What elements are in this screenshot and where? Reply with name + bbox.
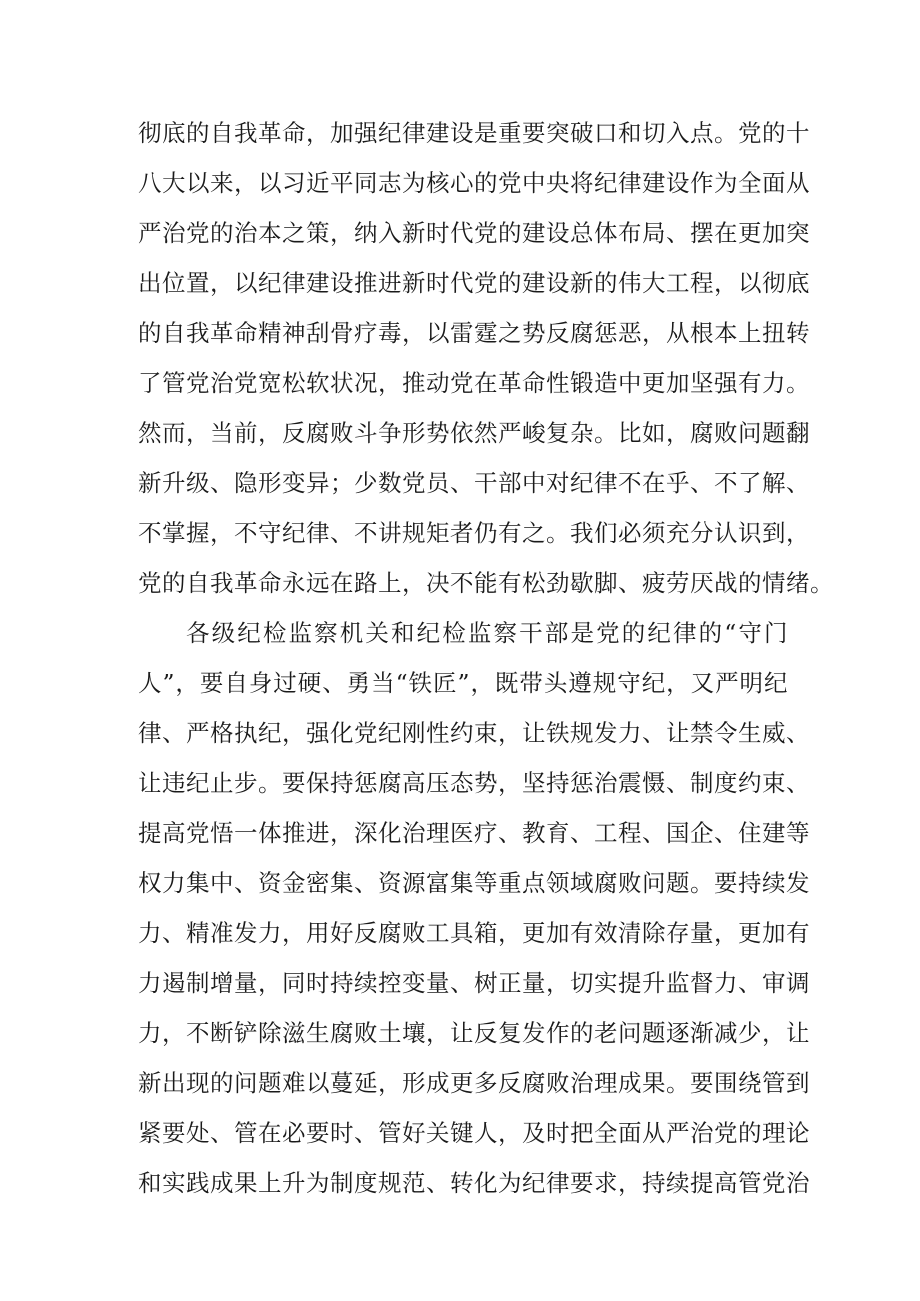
text-line: 和实践成果上升为制度规范、转化为纪律要求，持续提高管党治 xyxy=(138,1169,810,1197)
text-line: 提高党悟一体推进，深化治理医疗、教育、工程、国企、住建等 xyxy=(138,819,810,847)
text-line: 各级纪检监察机关和纪检监察干部是党的纪律的“守门 xyxy=(186,619,788,647)
text-line: 力，不断铲除滋生腐败土壤，让反复发作的老问题逐渐减少，让 xyxy=(138,1019,810,1047)
text-line: 新升级、隐形变异；少数党员、干部中对纪律不在乎、不了解、 xyxy=(138,469,810,497)
text-line: 的自我革命精神刮骨疗毒，以雷霆之势反腐惩恶，从根本上扭转 xyxy=(138,319,810,347)
text-line: 新出现的问题难以蔓延，形成更多反腐败治理成果。要围绕管到 xyxy=(138,1069,810,1097)
text-line: 让违纪止步。要保持惩腐高压态势，坚持惩治震慑、制度约束、 xyxy=(138,769,810,797)
text-line: 权力集中、资金密集、资源富集等重点领域腐败问题。要持续发 xyxy=(138,869,810,897)
text-line: 律、严格执纪，强化党纪刚性约束，让铁规发力、让禁令生威、 xyxy=(138,719,810,747)
paragraph-1 xyxy=(138,108,834,608)
text-line: 八大以来，以习近平同志为核心的党中央将纪律建设作为全面从 xyxy=(138,169,810,197)
text-line: 紧要处、管在必要时、管好关键人，及时把全面从严治党的理论 xyxy=(138,1119,810,1147)
text-line: 了管党治党宽松软状况，推动党在革命性锻造中更加坚强有力。 xyxy=(138,369,810,397)
text-line: 严治党的治本之策，纳入新时代党的建设总体布局、摆在更加突 xyxy=(138,219,810,247)
text-line: 不掌握，不守纪律、不讲规矩者仍有之。我们必须充分认识到， xyxy=(138,519,810,547)
text-line: 人”，要自身过硬、勇当“铁匠”，既带头遵规守纪，又严明纪 xyxy=(138,669,788,697)
text-line: 力遏制增量，同时持续控变量、树正量，切实提升监督力、审调 xyxy=(138,969,810,997)
text-line: 然而，当前，反腐败斗争形势依然严峻复杂。比如，腐败问题翻 xyxy=(138,419,810,447)
text-line: 力、精准发力，用好反腐败工具箱，更加有效清除存量，更加有 xyxy=(138,919,810,947)
paragraph-2 xyxy=(138,608,810,1208)
text-line: 党的自我革命永远在路上，决不能有松劲歇脚、疲劳厌战的情绪。 xyxy=(138,569,834,597)
text-line: 出位置，以纪律建设推进新时代党的建设新的伟大工程，以彻底 xyxy=(138,269,810,297)
text-line: 彻底的自我革命，加强纪律建设是重要突破口和切入点。党的十 xyxy=(138,119,810,147)
body-text xyxy=(138,108,834,1208)
